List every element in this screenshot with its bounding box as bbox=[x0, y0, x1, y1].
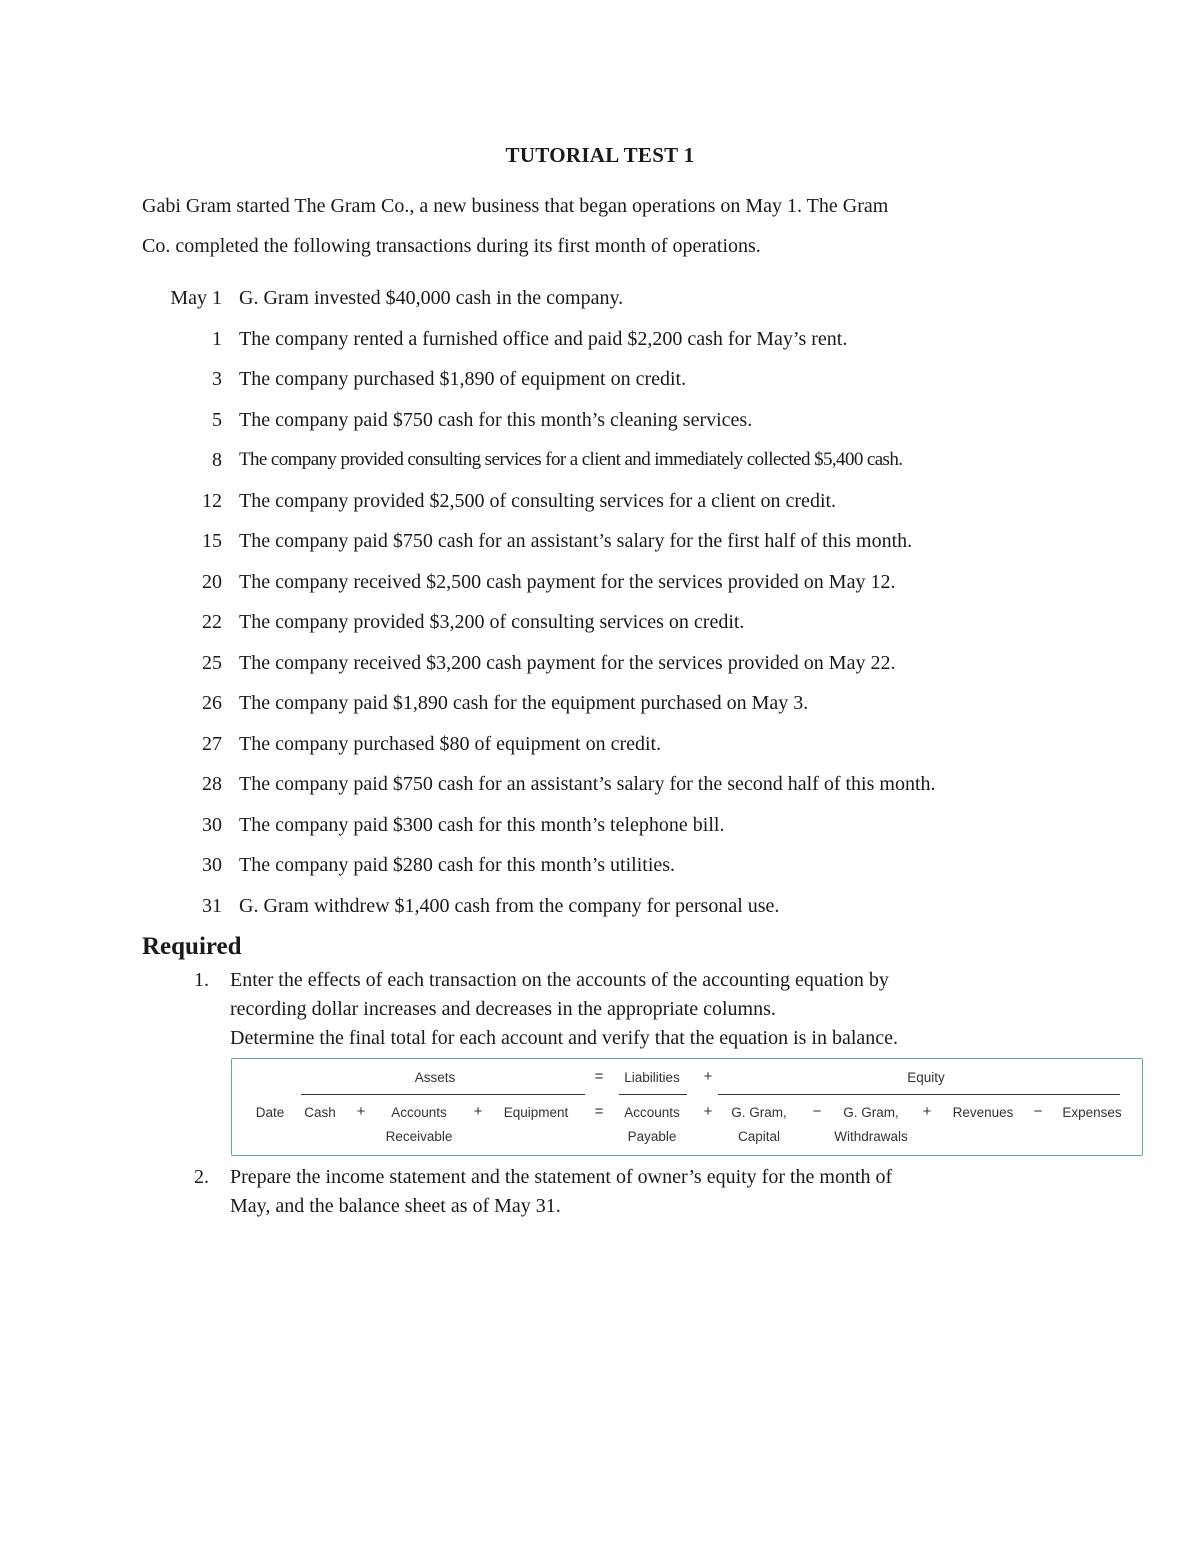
required-item-1-line-3: Determine the final total for each account and verify that the equation is in balance. bbox=[230, 1027, 899, 1049]
intro-paragraph bbox=[142, 186, 1042, 266]
accounts-payable-header-line-2: Payable bbox=[627, 1129, 677, 1144]
transaction-item bbox=[142, 525, 1082, 566]
expenses-column-header: Expenses bbox=[1062, 1105, 1122, 1120]
accounts-receivable-header-line-2: Receivable bbox=[385, 1129, 453, 1144]
transaction-item bbox=[142, 485, 1082, 526]
transaction-date: 3 bbox=[212, 368, 222, 390]
transaction-item bbox=[142, 566, 1082, 607]
transaction-text: The company rented a furnished office and paid $2,200 cash for May’s rent. bbox=[239, 327, 848, 350]
accounts-receivable-header: Accounts bbox=[391, 1105, 447, 1120]
capital-column-header-line-2: Capital bbox=[737, 1129, 781, 1144]
equals-sign: = bbox=[594, 1103, 604, 1120]
transaction-text: The company provided consulting services for a client and immediately collected $5,400 cash. bbox=[239, 449, 903, 470]
capital-column-header: G. Gram, bbox=[731, 1105, 787, 1120]
equipment-column-header: Equipment bbox=[503, 1105, 569, 1120]
required-item-2-line-1: Prepare the income statement and the statement of owner’s equity for the month of bbox=[230, 1166, 893, 1188]
required-item-1 bbox=[194, 966, 1074, 1053]
assets-group-label: Assets bbox=[414, 1070, 456, 1085]
transaction-item bbox=[142, 768, 1082, 809]
required-item-1-line-1: Enter the effects of each transaction on the accounts of the accounting equation by bbox=[230, 969, 889, 991]
transaction-date: 25 bbox=[202, 651, 222, 674]
transaction-date: 30 bbox=[202, 854, 222, 876]
transaction-date: 31 bbox=[202, 894, 222, 917]
transaction-date: 8 bbox=[212, 449, 222, 471]
transaction-text: The company provided $3,200 of consulting services on credit. bbox=[239, 611, 745, 633]
transaction-text: G. Gram invested $40,000 cash in the company. bbox=[239, 287, 624, 309]
equity-underline bbox=[718, 1094, 1120, 1095]
transaction-item bbox=[142, 890, 1082, 931]
plus-sign: + bbox=[703, 1068, 713, 1085]
transaction-text: The company paid $750 cash for an assistant’s salary for the first half of this month. bbox=[239, 530, 913, 552]
transaction-item bbox=[142, 728, 1082, 769]
minus-sign: − bbox=[812, 1103, 822, 1120]
transaction-text: The company paid $750 cash for an assistant’s salary for the second half of this month. bbox=[239, 773, 936, 795]
transaction-item bbox=[142, 444, 1082, 485]
list-number: 2. bbox=[194, 1166, 209, 1188]
transaction-item bbox=[142, 647, 1082, 688]
transaction-item bbox=[142, 282, 1082, 323]
page-title: TUTORIAL TEST 1 bbox=[505, 143, 695, 167]
transaction-date: 1 bbox=[212, 327, 222, 350]
equals-sign: = bbox=[594, 1068, 604, 1085]
withdrawals-column-header-line-2: Withdrawals bbox=[834, 1129, 908, 1144]
transaction-date: 12 bbox=[202, 489, 222, 512]
transaction-item bbox=[142, 606, 1082, 647]
transaction-date: 26 bbox=[202, 692, 222, 714]
assets-underline bbox=[301, 1094, 585, 1095]
withdrawals-column-header: G. Gram, bbox=[843, 1105, 899, 1120]
transaction-date: 5 bbox=[212, 408, 222, 431]
transaction-text: The company received $2,500 cash payment for the services provided on May 12. bbox=[239, 570, 896, 593]
transaction-date: 30 bbox=[202, 813, 222, 836]
required-item-2 bbox=[194, 1163, 1074, 1221]
equity-group-label: Equity bbox=[907, 1070, 945, 1085]
list-number: 1. bbox=[194, 969, 209, 991]
transaction-item bbox=[142, 363, 1082, 404]
transaction-text: The company received $3,200 cash payment for the services provided on May 22. bbox=[239, 651, 896, 674]
transaction-list bbox=[142, 282, 1082, 930]
required-item-1-line-2: recording dollar increases and decreases in the appropriate columns. bbox=[230, 998, 776, 1020]
transaction-item bbox=[142, 323, 1082, 364]
transaction-date: 15 bbox=[202, 530, 222, 552]
revenues-column-header: Revenues bbox=[952, 1105, 1014, 1120]
required-heading: Required bbox=[142, 933, 242, 960]
required-list bbox=[194, 966, 1074, 1053]
transaction-date: 28 bbox=[202, 773, 222, 795]
plus-sign: + bbox=[473, 1103, 483, 1120]
transaction-text: The company paid $1,890 cash for the equipment purchased on May 3. bbox=[239, 692, 809, 714]
required-item-2-line-2: May, and the balance sheet as of May 31. bbox=[230, 1195, 561, 1217]
accounts-payable-header: Accounts bbox=[624, 1105, 680, 1120]
liabilities-underline bbox=[619, 1094, 687, 1095]
transaction-item bbox=[142, 687, 1082, 728]
transaction-text: The company purchased $1,890 of equipment on credit. bbox=[239, 368, 687, 390]
transaction-text: The company provided $2,500 of consulting services for a client on credit. bbox=[239, 489, 837, 512]
plus-sign: + bbox=[356, 1103, 366, 1120]
accounting-equation-header bbox=[231, 1058, 1143, 1156]
liabilities-group-label: Liabilities bbox=[624, 1070, 680, 1085]
intro-line-2: Co. completed the following transactions during its first month of operations. bbox=[142, 235, 761, 257]
transaction-text: The company paid $750 cash for this month’s cleaning services. bbox=[239, 408, 753, 431]
cash-column-header: Cash bbox=[304, 1105, 336, 1120]
transaction-date: 22 bbox=[202, 611, 222, 633]
transaction-date: 20 bbox=[202, 570, 222, 593]
plus-sign: + bbox=[922, 1103, 932, 1120]
date-column-header: Date bbox=[255, 1105, 285, 1120]
transaction-text: G. Gram withdrew $1,400 cash from the company for personal use. bbox=[239, 894, 780, 917]
intro-line-1: Gabi Gram started The Gram Co., a new business that began operations on May 1. The Gram bbox=[142, 195, 889, 217]
transaction-item bbox=[142, 809, 1082, 850]
transaction-text: The company purchased $80 of equipment on credit. bbox=[239, 732, 662, 755]
plus-sign: + bbox=[703, 1103, 713, 1120]
transaction-item bbox=[142, 404, 1082, 445]
transaction-text: The company paid $280 cash for this month’s utilities. bbox=[239, 854, 676, 876]
transaction-date: 27 bbox=[202, 732, 222, 755]
transaction-date: May 1 bbox=[170, 287, 222, 309]
minus-sign: − bbox=[1033, 1103, 1043, 1120]
transaction-item bbox=[142, 849, 1082, 890]
transaction-text: The company paid $300 cash for this month’s telephone bill. bbox=[239, 813, 725, 836]
